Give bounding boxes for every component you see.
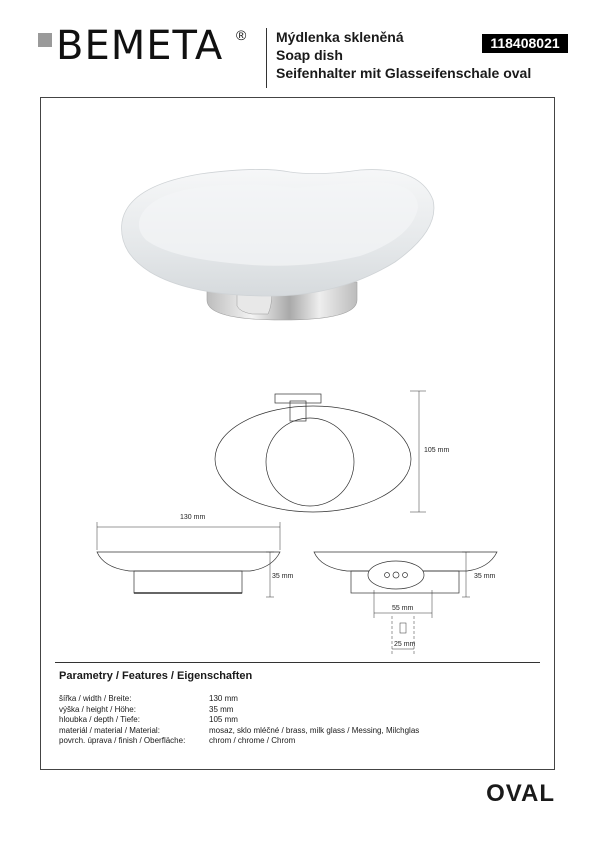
product-photo [122,169,434,320]
param-value: mosaz, sklo mléčné / brass, milk glass / Messing, Milchglas [209,725,420,735]
depth-label: 105 mm [424,447,450,454]
mount-small-label: 25 mm [394,641,416,648]
param-label: povrch. úprava / finish / Oberfläche: [59,736,186,745]
param-label: šířka / width / Breite: [59,694,132,703]
param-value: 130 mm [209,694,238,703]
param-value: chrom / chrome / Chrom [209,736,296,745]
parameters-divider [55,662,540,663]
product-code-badge: 118408021 [482,34,568,53]
product-name: OVAL [486,780,555,807]
param-label: materiál / material / Material: [59,725,160,735]
width-label: 130 mm [180,514,206,521]
height-label: 35 mm [272,573,294,580]
title-german: Seifenhalter mit Glasseifenschale oval [276,65,532,81]
param-value: 35 mm [209,704,234,714]
param-value: 105 mm [209,715,238,724]
parameters-title: Parametry / Features / Eigenschaften [59,670,253,682]
mount-small-dimension [392,616,414,656]
mount-width-label: 55 mm [392,605,414,612]
side-height-dimension [462,552,470,597]
brand-name: BEMETA [56,23,224,69]
param-label: hloubka / depth / Tiefe: [59,715,140,724]
param-label: výška / height / Höhe: [59,704,136,714]
width-dimension [97,522,280,550]
title-czech: Mýdlenka skleněná [276,29,404,45]
registered-mark: ® [236,27,247,43]
side-height-label: 35 mm [474,573,496,580]
mount-width-dimension [374,590,432,618]
front-view-drawing [215,394,411,512]
title-english: Soap dish [276,47,343,63]
side-view-drawing [97,552,280,593]
back-view-drawing [314,552,497,593]
